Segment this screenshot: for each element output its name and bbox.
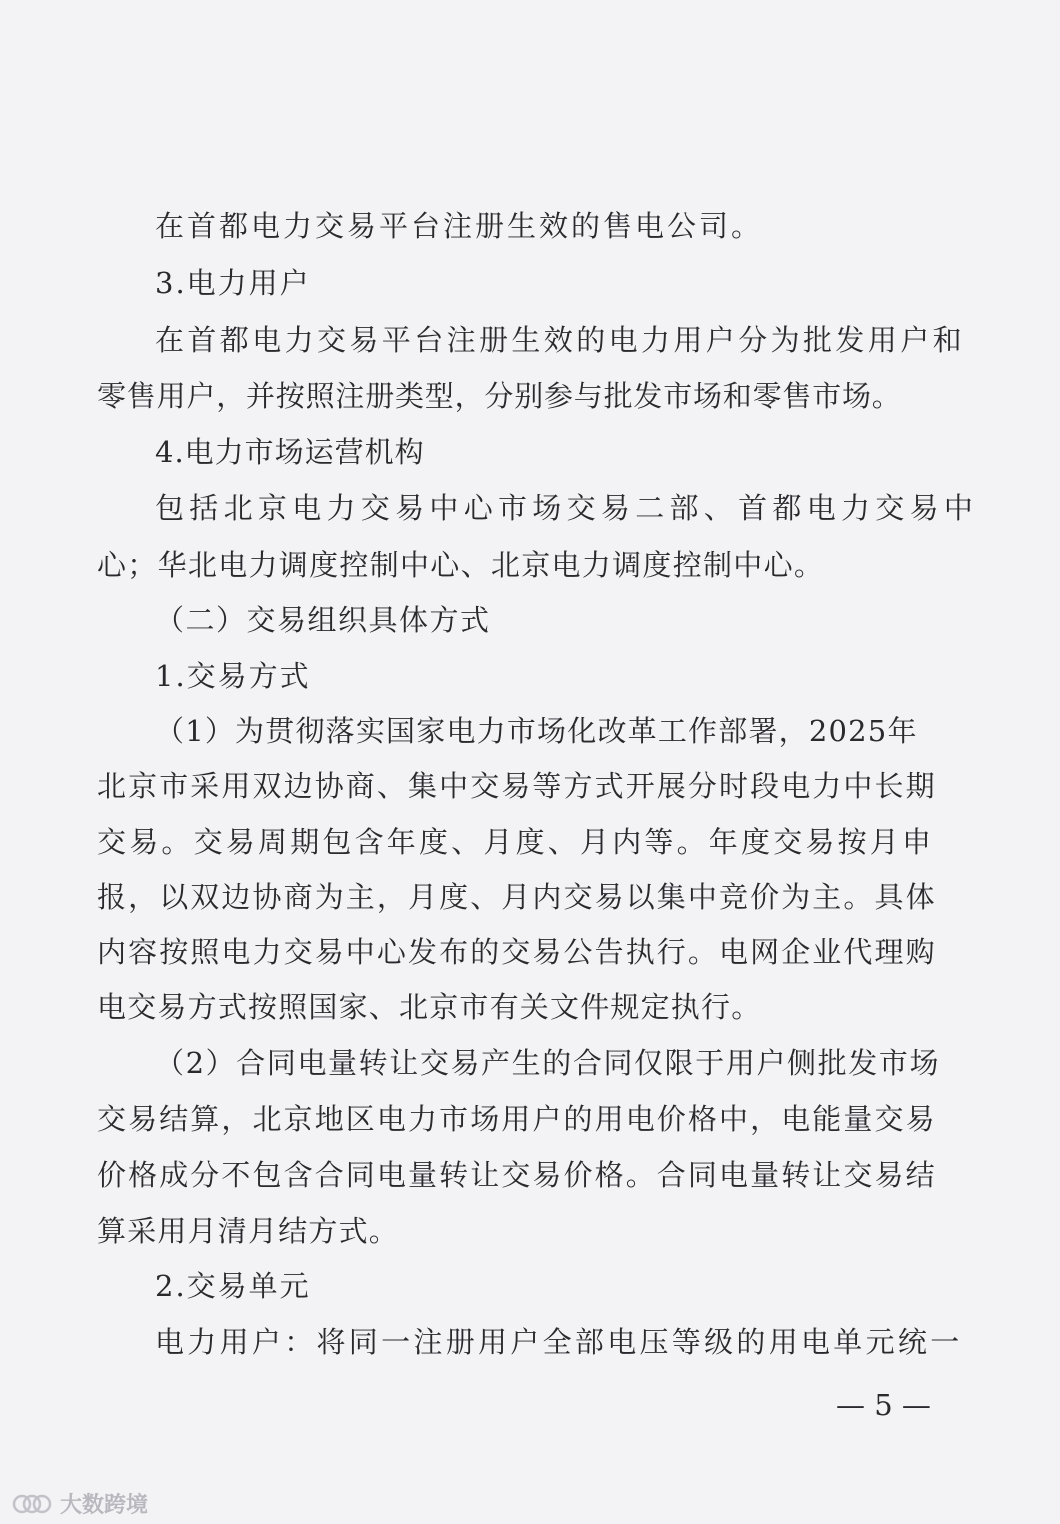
section-heading: 4.电力市场运营机构 bbox=[155, 435, 425, 469]
section-heading: 1.交易方式 bbox=[155, 659, 311, 693]
watermark-text: 大数跨境 bbox=[60, 1493, 149, 1518]
text-line: 心；华北电力调度控制中心、北京电力调度控制中心。 bbox=[97, 548, 825, 582]
text-line: 电力用户：将同一注册用户全部电压等级的用电单元统一 bbox=[155, 1325, 963, 1359]
text-line: 交易。交易周期包含年度、月度、月内等。年度交易按月申 bbox=[97, 825, 935, 859]
section-heading: （二）交易组织具体方式 bbox=[155, 603, 491, 637]
text-line: 电交易方式按照国家、北京市有关文件规定执行。 bbox=[97, 990, 762, 1024]
watermark-logo-icon bbox=[12, 1491, 54, 1517]
text-line: （1）为贯彻落实国家电力市场化改革工作部署，2025年 bbox=[155, 714, 918, 748]
text-line: （2）合同电量转让交易产生的合同仅限于用户侧批发市场 bbox=[155, 1046, 941, 1080]
watermark bbox=[12, 1488, 148, 1519]
section-heading: 2.交易单元 bbox=[155, 1269, 311, 1303]
text-line: 零售用户，并按照注册类型，分别参与批发市场和零售市场。 bbox=[97, 379, 902, 413]
text-line: 价格成分不包含合同电量转让交易价格。合同电量转让交易结 bbox=[97, 1158, 937, 1192]
text-line: 在首都电力交易平台注册生效的售电公司。 bbox=[155, 209, 764, 243]
text-line: 在首都电力交易平台注册生效的电力用户分为批发用户和 bbox=[155, 323, 966, 357]
text-line: 内容按照电力交易中心发布的交易公告执行。电网企业代理购 bbox=[97, 935, 937, 969]
text-line: 包括北京电力交易中心市场交易二部、首都电力交易中 bbox=[155, 491, 979, 525]
text-line: 报，以双边协商为主，月度、月内交易以集中竞价为主。具体 bbox=[97, 880, 937, 914]
text-line: 算采用月清月结方式。 bbox=[97, 1214, 400, 1248]
text-line: 交易结算，北京地区电力市场用户的用电价格中，电能量交易 bbox=[97, 1102, 937, 1136]
page-number: — 5 — bbox=[836, 1388, 931, 1422]
text-line: 北京市采用双边协商、集中交易等方式开展分时段电力中长期 bbox=[97, 769, 937, 803]
section-heading: 3.电力用户 bbox=[155, 266, 311, 300]
